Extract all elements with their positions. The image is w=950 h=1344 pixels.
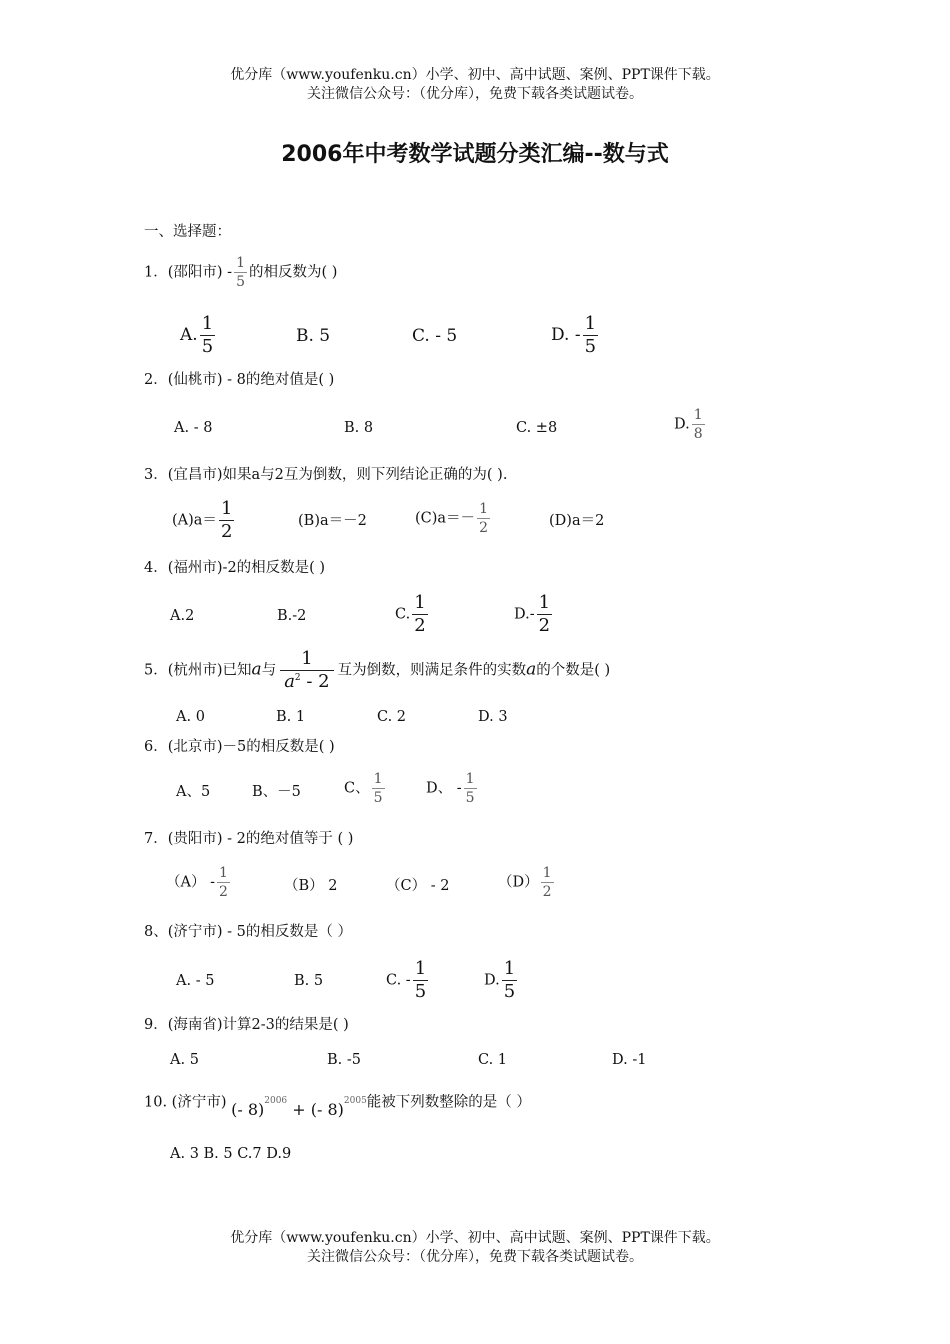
q8-option-d: D. $\frac{1}{5}$	[484, 958, 516, 1002]
q4-option-d: D.- $\frac{1}{2}$	[514, 592, 551, 636]
q3-option-c: (C)a＝－ $\frac{1}{2}$	[415, 501, 488, 536]
q9-option-d: D. -1	[612, 1052, 647, 1068]
q10-expression: (- 8)$^{2006}$ + (- 8)$^{2005}$	[231, 1096, 367, 1120]
q1-prefix: 1．(邵阳市) -	[144, 264, 233, 281]
section-heading: 一、选择题：	[144, 224, 231, 240]
q2-option-d: D. $\frac{1}{8}$	[674, 407, 703, 442]
question-3: 3．(宜昌市)如果a与2互为倒数，则下列结论正确的为( ).	[144, 467, 508, 483]
question-7: 7．(贵阳市) - 2的绝对值等于 ( )	[144, 831, 354, 847]
question-4: 4．(福州市)-2的相反数是( )	[144, 560, 326, 576]
q9-option-b: B. -5	[327, 1052, 361, 1068]
q5-var-a: a	[251, 659, 262, 680]
q5-option-d: D. 3	[478, 709, 508, 725]
q8-option-c: C. - $\frac{1}{5}$	[386, 958, 427, 1002]
q3-option-a: (A)a＝ $\frac{1}{2}$	[172, 498, 233, 542]
q6-option-b: B、－5	[252, 784, 301, 800]
q3-option-d: (D)a＝2	[549, 513, 605, 529]
q1-fraction: $\frac{1}{5}$	[236, 255, 245, 290]
question-8: 8、(济宁市) - 5的相反数是（ ）	[144, 924, 352, 940]
q5-var-a-2: a	[526, 659, 537, 680]
q8-option-a: A. - 5	[176, 973, 215, 989]
question-9: 9．(海南省)计算2-3的结果是( )	[144, 1017, 349, 1033]
q5-option-c: C. 2	[377, 709, 407, 725]
q6-option-a: A、5	[176, 784, 211, 800]
q9-option-a: A. 5	[170, 1052, 199, 1068]
q1-option-c: C. - 5	[412, 326, 458, 346]
question-5: 5．(杭州市)已知a与 $\frac{1}{a^2 - 2}$ 互为倒数，则满足条件的实数a的个数是( )	[144, 648, 611, 692]
q6-option-d: D、 - $\frac{1}{5}$	[426, 771, 475, 806]
q7-option-c: （C） - 2	[386, 878, 450, 894]
question-10: 10. (济宁市) (- 8)$^{2006}$ + (- 8)$^{2005}$能被下列数整除的是（ ）	[144, 1094, 531, 1120]
q2-option-b: B. 8	[344, 420, 374, 436]
footer-line-2: 关注微信公众号：（优分库），免费下载各类试题试卷。	[307, 1249, 643, 1265]
question-6: 6．(北京市)－5的相反数是( )	[144, 739, 335, 755]
q1-option-a: A. $\frac{1}{5}$	[180, 313, 214, 357]
q7-option-a: （A） - $\frac{1}{2}$	[166, 865, 228, 900]
question-2: 2．(仙桃市) - 8的绝对值是( )	[144, 372, 335, 388]
q6-option-c: C、 $\frac{1}{5}$	[344, 771, 383, 806]
q7-option-b: （B） 2	[284, 878, 338, 894]
q1-option-b: B. 5	[296, 326, 331, 346]
q5-option-a: A. 0	[176, 709, 205, 725]
q9-option-c: C. 1	[478, 1052, 508, 1068]
q7-option-d: （D） $\frac{1}{2}$	[498, 865, 552, 900]
q5-option-b: B. 1	[276, 709, 306, 725]
q8-option-b: B. 5	[294, 973, 324, 989]
q4-option-a: A.2	[170, 608, 195, 624]
q5-fraction: $\frac{1}{a^2 - 2}$	[280, 650, 333, 691]
q2-option-a: A. - 8	[174, 420, 213, 436]
q1-option-d: D. - $\frac{1}{5}$	[551, 313, 597, 357]
header-line-2: 关注微信公众号：（优分库），免费下载各类试题试卷。	[307, 86, 643, 102]
header-line-1: 优分库（www.youfenku.cn）小学、初中、高中试题、案例、PPT课件下载。	[230, 67, 720, 83]
q4-option-c: C. $\frac{1}{2}$	[395, 592, 426, 636]
question-1	[144, 256, 337, 289]
q10-options: A. 3 B. 5 C.7 D.9	[170, 1146, 292, 1162]
q1-suffix: 的相反数为( )	[248, 264, 338, 281]
q4-option-b: B.-2	[277, 608, 307, 624]
q2-option-c: C. ±8	[516, 420, 558, 436]
footer-line-1: 优分库（www.youfenku.cn）小学、初中、高中试题、案例、PPT课件下载。	[230, 1230, 720, 1246]
q3-option-b: (B)a＝－2	[298, 513, 367, 529]
page-title: 2006年中考数学试题分类汇编--数与式	[281, 142, 669, 167]
